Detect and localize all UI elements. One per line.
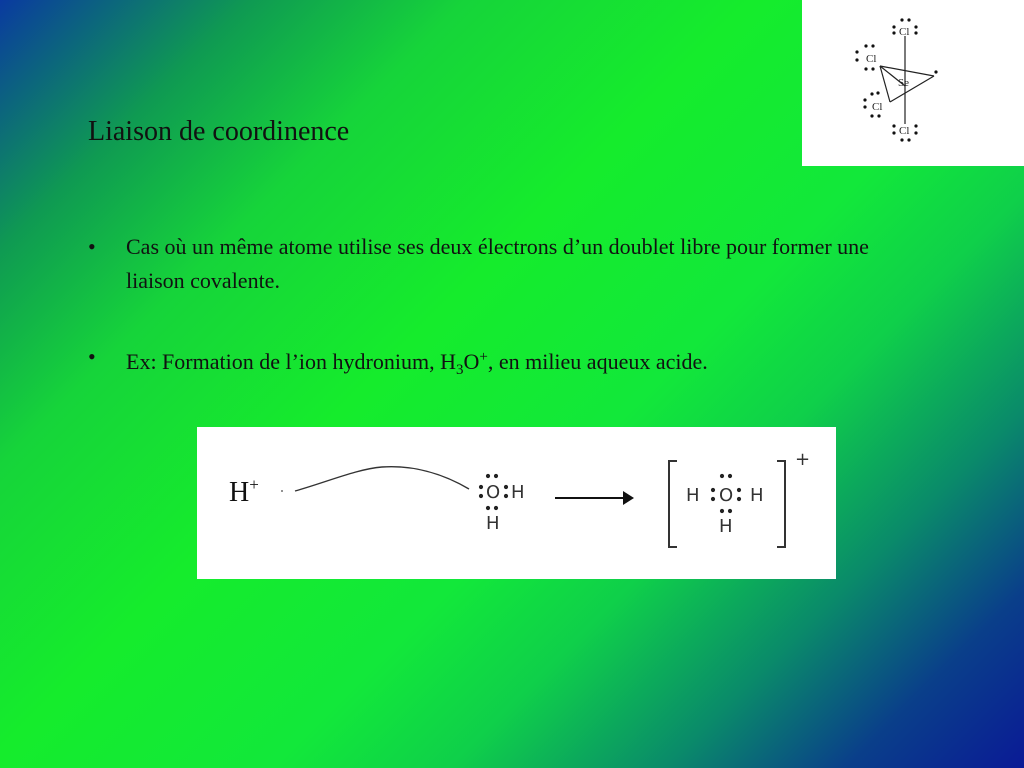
- lewis-structure-image: [802, 0, 1024, 166]
- lone-pair-dots: [855, 18, 937, 141]
- proton-charge: +: [249, 475, 259, 494]
- reaction-image: [197, 427, 836, 579]
- bullet-item: [88, 230, 918, 298]
- bullet-marker: •: [88, 344, 96, 369]
- reaction-diagram: [197, 427, 836, 579]
- water-hydrogen-right: H: [511, 482, 525, 503]
- hydronium-hydrogen-bottom: H: [719, 516, 733, 537]
- reaction-arrowhead: [623, 491, 634, 505]
- cl-atom-lower: Cl: [872, 101, 883, 113]
- bullet-item: [88, 340, 918, 387]
- bullet-marker: •: [88, 234, 96, 259]
- water-oxygen: O: [486, 482, 501, 503]
- cl-atom-bottom: Cl: [899, 125, 910, 137]
- cl-atom-left: Cl: [866, 53, 877, 65]
- hydronium-oxygen: O: [719, 485, 734, 506]
- oxygen-symbol: O: [463, 349, 480, 374]
- bullet-text: Cas où un même atome utilise ses deux électrons d’un doublet libre pour former une liaison covalente.: [126, 234, 869, 293]
- right-bracket: [777, 461, 785, 547]
- hydronium-charge: +: [795, 449, 811, 470]
- left-bracket: [669, 461, 677, 547]
- slide-title: Liaison de coordinence: [88, 116, 350, 147]
- water-hydrogen-bottom: H: [486, 513, 500, 534]
- curved-electron-arrow: [295, 467, 469, 491]
- bullet-text-prefix: Ex: Formation de l’ion hydronium, H: [126, 349, 456, 374]
- hydronium-hydrogen-right: H: [750, 485, 764, 506]
- charge-superscript: +: [479, 349, 488, 365]
- bullet-list: [88, 230, 918, 387]
- proton-symbol: H: [229, 477, 250, 508]
- lewis-structure-diagram: [802, 0, 1024, 166]
- hydronium-hydrogen-left: H: [686, 485, 700, 506]
- bullet-text-suffix: , en milieu aqueux acide.: [487, 349, 708, 374]
- se-atom: Se: [898, 77, 909, 89]
- cl-atom-top: Cl: [899, 26, 910, 38]
- subscript-3: 3: [455, 362, 464, 378]
